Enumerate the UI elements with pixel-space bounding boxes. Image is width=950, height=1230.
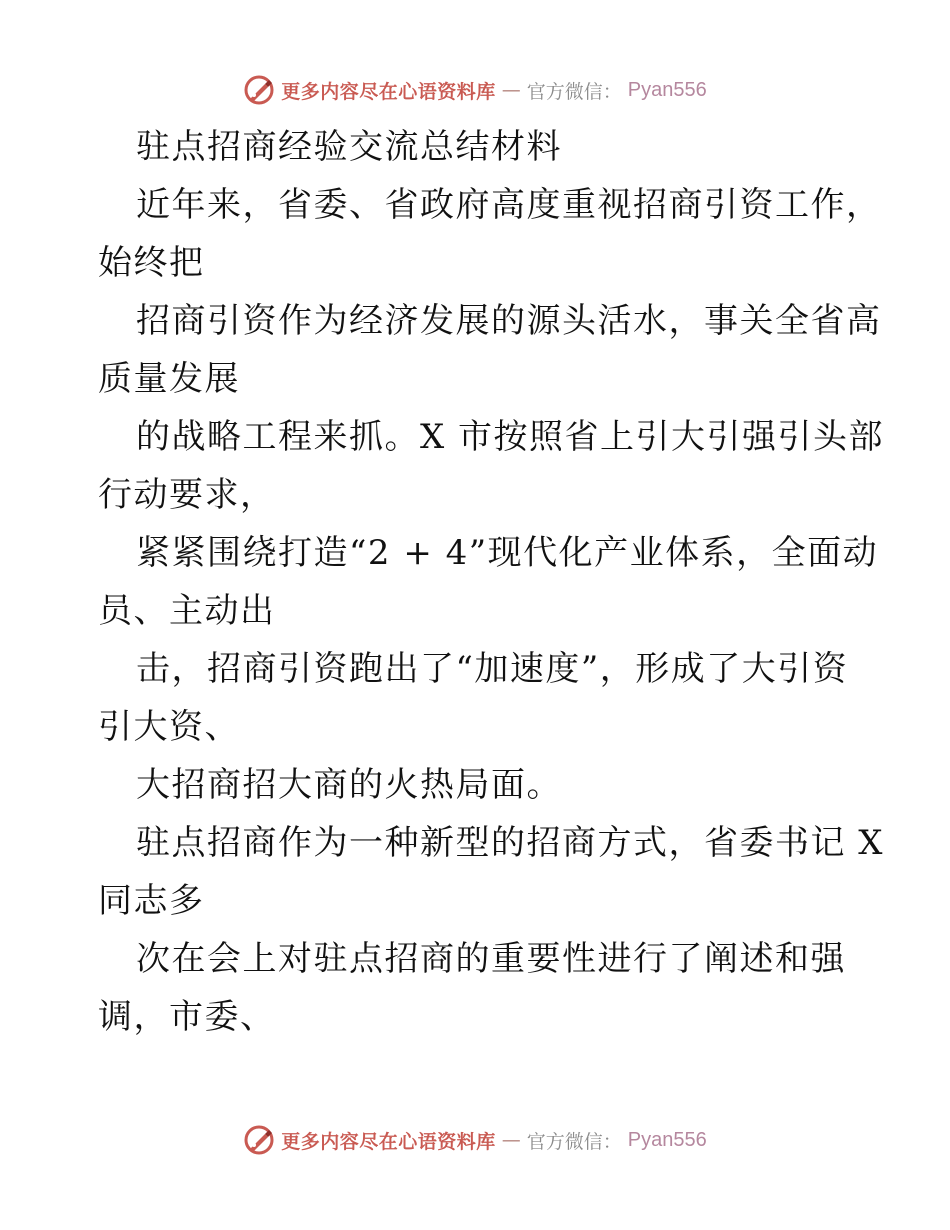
header-banner — [0, 70, 950, 110]
banner-wechat-label: 官方微信： — [526, 1130, 622, 1153]
paragraph-line: 大招商招大商的火热局面。 — [136, 765, 562, 805]
paragraph-line: 同志多 — [98, 881, 205, 921]
document-title: 驻点招商经验交流总结材料 — [136, 127, 562, 167]
document-body — [98, 118, 885, 1046]
banner-separator: — — [501, 1129, 521, 1151]
red-circle-pen-logo-icon — [243, 74, 275, 106]
paragraph-line: 调，市委、 — [98, 997, 276, 1037]
paragraph-line: 近年来，省委、省政府高度重视招商引资工作， — [136, 185, 882, 225]
paragraph-line: 驻点招商作为一种新型的招商方式，省委书记 X — [136, 823, 885, 863]
paragraph-line: 引大资、 — [98, 707, 240, 747]
paragraph-line: 招商引资作为经济发展的源头活水，事关全省高 — [136, 301, 882, 341]
banner-wechat-id: Pyan556 — [627, 78, 707, 101]
paragraph-line: 次在会上对驻点招商的重要性进行了阐述和强 — [136, 939, 846, 979]
paragraph-line: 紧紧围绕打造“2 + 4”现代化产业体系，全面动 — [136, 533, 879, 573]
banner-wechat-label: 官方微信： — [526, 80, 622, 103]
banner-separator: — — [501, 79, 521, 101]
footer-banner — [0, 1120, 950, 1160]
red-circle-pen-logo-icon — [243, 1124, 275, 1156]
paragraph-line: 员、主动出 — [98, 591, 276, 631]
paragraph-line: 始终把 — [98, 243, 205, 283]
banner-wechat-id: Pyan556 — [627, 1128, 707, 1151]
paragraph-line: 的战略工程来抓。X 市按照省上引大引强引头部 — [136, 417, 885, 457]
banner-site-text: 更多内容尽在心语资料库 — [281, 1130, 496, 1153]
paragraph-line: 行动要求， — [98, 475, 276, 515]
paragraph-line: 质量发展 — [98, 359, 240, 399]
paragraph-line: 击，招商引资跑出了“加速度”，形成了大引资 — [136, 649, 849, 689]
banner-site-text: 更多内容尽在心语资料库 — [281, 80, 496, 103]
